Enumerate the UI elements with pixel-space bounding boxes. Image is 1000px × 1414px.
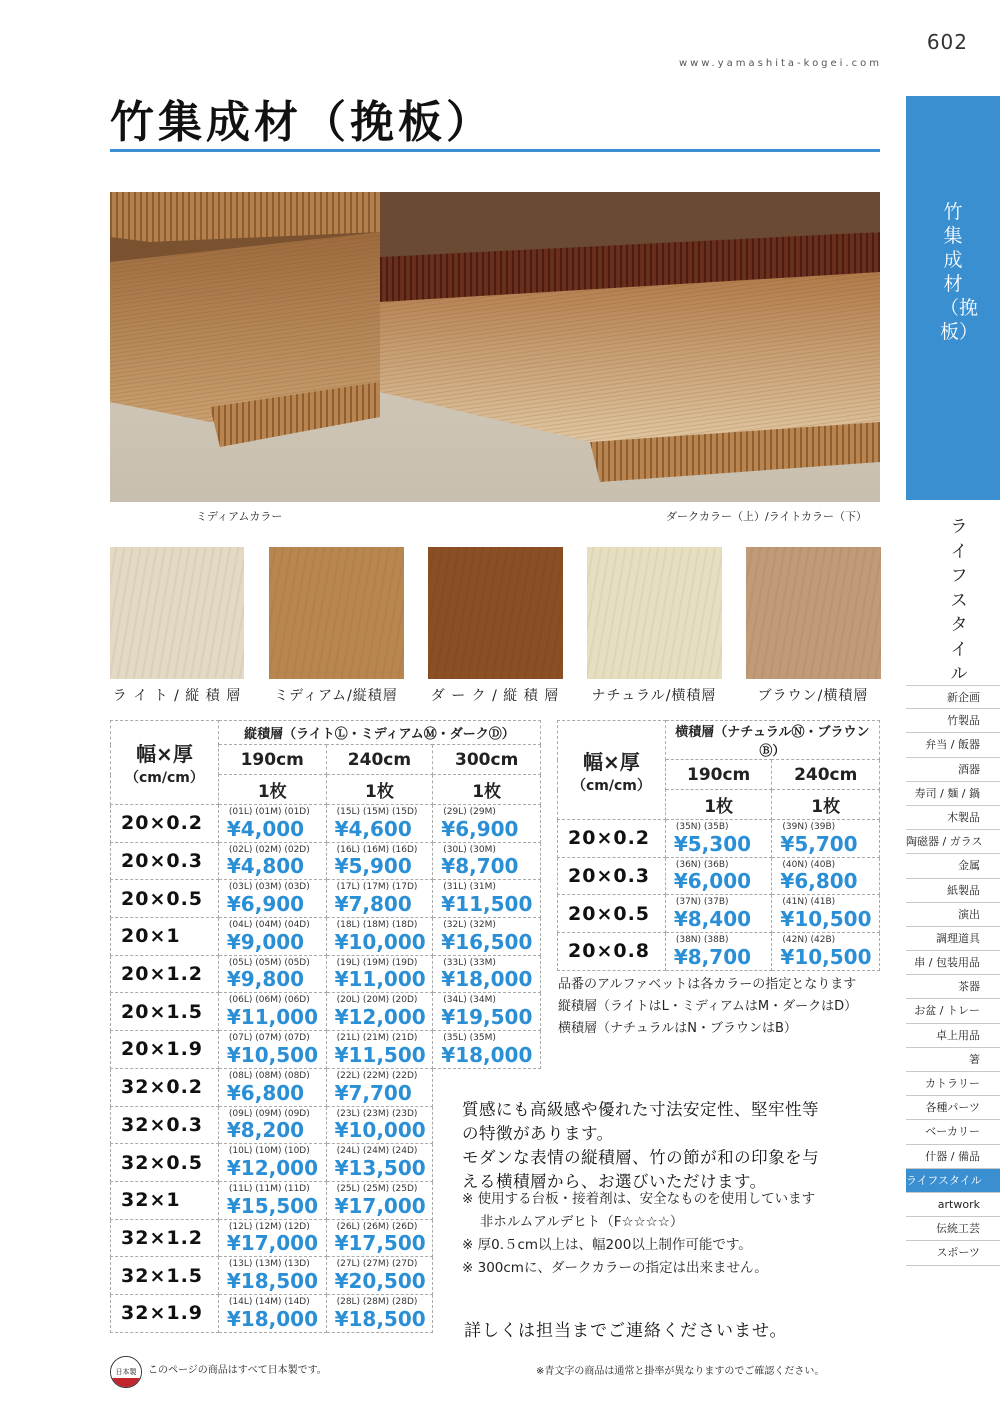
size-cell: 20×1 <box>111 918 219 956</box>
size-cell: 32×1.2 <box>111 1219 219 1257</box>
length-header: 190cm <box>665 760 772 790</box>
product-code: (26L) (26M) (26D) <box>336 1221 418 1232</box>
product-code: (05L) (05M) (05D) <box>228 957 310 968</box>
product-code: (38N) (38B) <box>675 935 729 946</box>
note-line: 品番のアルファベットは各カラーの指定となります <box>558 977 857 992</box>
product-code: (09L) (09M) (09D) <box>228 1108 310 1119</box>
price: ¥17,500 <box>334 1231 426 1256</box>
group-header: 縦積層（ライトⓁ・ミディアムⓂ・ダークⒹ） <box>218 721 540 745</box>
quantity-header: 1枚 <box>326 775 433 805</box>
size-cell: 20×1.5 <box>111 993 219 1031</box>
product-code: (06L) (06M) (06D) <box>228 995 310 1006</box>
size-cell: 20×0.3 <box>558 857 666 895</box>
color-swatch <box>587 547 722 679</box>
price-cell <box>772 820 880 858</box>
price: ¥6,900 <box>226 892 305 917</box>
nav-item[interactable]: ベーカリー <box>906 1120 1000 1144</box>
price: ¥8,400 <box>673 907 752 932</box>
photo-caption-right: ダークカラー（上）/ライトカラー（下） <box>666 510 868 523</box>
price: ¥4,000 <box>226 816 305 841</box>
product-code: (02L) (02M) (02D) <box>228 844 310 855</box>
price: ¥6,800 <box>226 1080 305 1105</box>
nav-item[interactable]: お盆 / トレー <box>906 999 1000 1023</box>
price: ¥10,500 <box>226 1042 318 1067</box>
product-code: (10L) (10M) (10D) <box>228 1146 310 1157</box>
price-cell <box>326 918 433 956</box>
price: ¥6,000 <box>673 869 752 894</box>
product-code: (33L) (33M) <box>443 957 496 968</box>
table-row <box>111 993 541 1031</box>
price-cell <box>326 1257 433 1295</box>
product-code: (11L) (11M) (11D) <box>228 1183 310 1194</box>
product-code: (08L) (08M) (08D) <box>228 1070 310 1081</box>
product-code: (21L) (21M) (21D) <box>336 1033 418 1044</box>
price-cell <box>326 1294 433 1332</box>
price-cell <box>772 933 880 971</box>
nav-item[interactable]: 各種パーツ <box>906 1096 1000 1120</box>
price: ¥11,500 <box>441 892 533 917</box>
product-code: (25L) (25M) (25D) <box>336 1183 418 1194</box>
price-cell <box>218 1219 326 1257</box>
page-title: 竹集成材（挽板） <box>110 97 494 148</box>
price-cell <box>326 1144 433 1182</box>
swatch-label: ブラウン/横積層 <box>757 688 869 704</box>
product-code: (18L) (18M) (18D) <box>336 920 418 931</box>
product-code: (15L) (15M) (15D) <box>336 807 418 817</box>
nav-item[interactable]: 演出 <box>906 903 1000 927</box>
price: ¥9,800 <box>226 967 305 992</box>
product-code: (42N) (42B) <box>782 935 836 946</box>
price: ¥18,500 <box>334 1306 426 1331</box>
nav-item[interactable]: 寿司 / 麺 / 鍋 <box>906 782 1000 806</box>
page-number: 602 <box>926 30 968 54</box>
size-cell: 20×1.9 <box>111 1031 219 1069</box>
size-cell: 32×1.5 <box>111 1257 219 1295</box>
price: ¥5,900 <box>334 854 412 879</box>
product-code: (29L) (29M) <box>443 807 496 817</box>
price-cell <box>218 1031 326 1069</box>
size-cell: 32×0.3 <box>111 1106 219 1144</box>
product-code: (35N) (35B) <box>675 822 729 832</box>
product-code: (27L) (27M) (27D) <box>336 1259 418 1270</box>
price-cell <box>665 895 772 933</box>
product-code: (04L) (04M) (04D) <box>228 920 310 931</box>
price: ¥9,000 <box>226 929 305 954</box>
product-description <box>462 1098 819 1194</box>
table-row <box>111 880 541 918</box>
table-row <box>111 918 541 956</box>
price-cell <box>326 1219 433 1257</box>
price-cell <box>326 955 433 993</box>
price: ¥11,000 <box>226 1005 318 1030</box>
price-cell <box>218 1257 326 1295</box>
group-header: 横積層（ナチュラルⓃ・ブラウンⒷ） <box>665 721 879 760</box>
product-code: (24L) (24M) (24D) <box>336 1146 418 1157</box>
section-tab-label: 竹集成材（挽板） <box>940 201 979 343</box>
price-cell <box>433 918 541 956</box>
description-line: 質感にも高級感や優れた寸法安定性、堅牢性等 <box>462 1100 819 1119</box>
price: ¥10,500 <box>780 944 872 969</box>
product-code: (16L) (16M) (16D) <box>336 844 418 855</box>
price: ¥10,000 <box>334 929 426 954</box>
price: ¥15,500 <box>226 1193 318 1218</box>
swatch-label: ミディアム/縦積層 <box>274 688 398 704</box>
swatch-label: ダ ー ク / 縦 積 層 <box>430 688 560 704</box>
size-cell: 20×0.2 <box>558 820 666 858</box>
price: ¥6,800 <box>780 869 858 894</box>
price: ¥6,900 <box>441 816 519 841</box>
nav-item[interactable]: 陶磁器 / ガラス <box>906 830 1000 854</box>
nav-item[interactable]: 卓上用品 <box>906 1024 1000 1048</box>
price-cell <box>326 993 433 1031</box>
unit-label: （cm/cm） <box>571 777 651 794</box>
nav-item[interactable]: 金属 <box>906 854 1000 878</box>
quantity-header: 1枚 <box>433 775 541 805</box>
product-code: (07L) (07M) (07D) <box>228 1033 310 1044</box>
table-row <box>111 842 541 880</box>
product-code: (13L) (13M) (13D) <box>228 1259 310 1270</box>
table-row <box>558 895 880 933</box>
price: ¥8,700 <box>673 944 752 969</box>
price: ¥18,000 <box>441 967 533 992</box>
size-cell: 20×0.5 <box>558 895 666 933</box>
length-header: 240cm <box>772 760 880 790</box>
table-row <box>111 1031 541 1069</box>
photo-caption-left: ミディアムカラー <box>196 510 283 523</box>
price-cell <box>218 1181 326 1219</box>
price-cell <box>772 857 880 895</box>
size-cell: 32×1 <box>111 1181 219 1219</box>
price: ¥8,200 <box>226 1118 305 1143</box>
table-row <box>111 805 541 843</box>
price: ¥10,000 <box>334 1118 426 1143</box>
unit-label: （cm/cm） <box>125 770 204 786</box>
swatch-label: ラ イ ト / 縦 積 層 <box>112 688 242 704</box>
badge-text: 日本製 <box>111 1367 141 1378</box>
price-cell <box>326 842 433 880</box>
product-code: (40N) (40B) <box>782 859 836 870</box>
nav-item[interactable]: 箸 <box>906 1048 1000 1072</box>
bamboo-board-photo <box>110 192 880 502</box>
product-code: (12L) (12M) (12D) <box>228 1221 310 1232</box>
size-cell: 32×0.2 <box>111 1068 219 1106</box>
site-url[interactable]: www.yamashita-kogei.com <box>678 58 882 69</box>
price: ¥4,800 <box>226 854 305 879</box>
quantity-header: 1枚 <box>665 790 772 820</box>
size-cell: 20×0.3 <box>111 842 219 880</box>
product-code: (32L) (32M) <box>443 920 496 931</box>
category-nav <box>906 685 1000 1266</box>
price-cell <box>218 880 326 918</box>
price-cell <box>326 1181 433 1219</box>
nav-item[interactable]: ライフスタイル <box>906 1169 1000 1193</box>
color-swatch <box>746 547 881 679</box>
table-row <box>558 820 880 858</box>
price-cell <box>665 820 772 858</box>
price-cell <box>433 993 541 1031</box>
footer-made-in-japan: このページの商品はすべて日本製です。 <box>148 1365 327 1376</box>
product-code: (35L) (35M) <box>443 1033 496 1044</box>
product-code: (19L) (19M) (19D) <box>336 957 418 968</box>
price-cell <box>218 955 326 993</box>
price-cell <box>326 1031 433 1069</box>
table-row <box>558 933 880 971</box>
nav-item[interactable]: 紙製品 <box>906 879 1000 903</box>
price-cell <box>326 805 433 843</box>
product-code: (03L) (03M) (03D) <box>228 882 310 893</box>
length-header: 300cm <box>433 745 541 775</box>
price-cell <box>433 955 541 993</box>
price: ¥11,500 <box>334 1042 426 1067</box>
price-cell <box>218 1068 326 1106</box>
category-label: ライフスタイル <box>950 517 968 684</box>
table-corner-header <box>111 721 219 805</box>
price-cell <box>433 880 541 918</box>
table-corner-header <box>558 721 666 820</box>
description-line: える横積層から、お選びいただけます。 <box>462 1172 767 1191</box>
product-code: (34L) (34M) <box>443 995 496 1006</box>
table-row <box>111 955 541 993</box>
price: ¥7,700 <box>334 1080 412 1105</box>
remark-line: ※ 厚0.５cm以上は、幅200以上制作可能です。 <box>462 1237 752 1253</box>
nav-item[interactable]: 伝統工芸 <box>906 1217 1000 1241</box>
price: ¥17,000 <box>226 1231 318 1256</box>
nav-item[interactable]: 調理道具 <box>906 927 1000 951</box>
size-cell: 20×0.8 <box>558 933 666 971</box>
width-thickness-label: 幅×厚 <box>583 749 640 774</box>
remark-line: 非ホルムアルデヒト（F☆☆☆☆） <box>462 1214 684 1230</box>
nav-item[interactable]: 酒器 <box>906 758 1000 782</box>
nav-item[interactable]: 竹製品 <box>906 709 1000 733</box>
price: ¥5,700 <box>780 831 858 856</box>
product-code: (28L) (28M) (28D) <box>336 1296 418 1307</box>
price: ¥12,000 <box>334 1005 426 1030</box>
price-cell <box>326 880 433 918</box>
price-cell <box>326 1106 433 1144</box>
color-swatch <box>269 547 404 679</box>
price: ¥8,700 <box>441 854 519 879</box>
price-cell <box>772 895 880 933</box>
swatch-label: ナチュラル/横積層 <box>591 688 717 704</box>
price-cell <box>218 1144 326 1182</box>
quantity-header: 1枚 <box>772 790 880 820</box>
price-cell <box>218 918 326 956</box>
nav-item[interactable]: 新企画 <box>906 685 1000 709</box>
remark-line: ※ 300cmに、ダークカラーの指定は出来ません。 <box>462 1260 768 1276</box>
nav-item[interactable]: 串 / 包装用品 <box>906 951 1000 975</box>
nav-item[interactable]: artwork <box>906 1193 1000 1217</box>
nav-item[interactable]: 木製品 <box>906 806 1000 830</box>
size-cell: 32×0.5 <box>111 1144 219 1182</box>
nav-item[interactable]: 什器 / 備品 <box>906 1145 1000 1169</box>
product-code: (23L) (23M) (23D) <box>336 1108 418 1119</box>
color-swatch <box>110 547 244 679</box>
price: ¥7,800 <box>334 892 412 917</box>
product-code: (39N) (39B) <box>782 822 836 832</box>
price-cell <box>218 1106 326 1144</box>
product-code: (36N) (36B) <box>675 859 729 870</box>
price: ¥18,000 <box>226 1306 318 1331</box>
price-cell <box>218 842 326 880</box>
nav-item[interactable]: カトラリー <box>906 1072 1000 1096</box>
price-cell <box>218 1294 326 1332</box>
table-row <box>558 857 880 895</box>
description-line: モダンな表情の縦積層、竹の節が和の印象を与 <box>462 1148 820 1167</box>
price: ¥10,500 <box>780 907 872 932</box>
price-cell <box>433 805 541 843</box>
quantity-header: 1枚 <box>218 775 326 805</box>
product-code: (22L) (22M) (22D) <box>336 1070 418 1081</box>
price: ¥4,600 <box>334 816 412 841</box>
contact-note: 詳しくは担当までご連絡くださいませ。 <box>464 1321 788 1341</box>
price: ¥16,500 <box>441 929 533 954</box>
product-photo <box>110 192 880 502</box>
remarks <box>462 1188 815 1280</box>
price: ¥18,000 <box>441 1042 533 1067</box>
product-code: (14L) (14M) (14D) <box>228 1296 310 1307</box>
product-code: (20L) (20M) (20D) <box>336 995 418 1006</box>
price-cell <box>433 1031 541 1069</box>
price-table-horizontal <box>557 720 880 971</box>
color-swatch <box>428 547 563 679</box>
title-underline <box>110 149 880 152</box>
product-code: (41N) (41B) <box>782 897 836 908</box>
description-line: の特徴があります。 <box>462 1124 614 1143</box>
width-thickness-label: 幅×厚 <box>136 742 193 766</box>
remark-line: ※ 使用する台板・接着剤は、安全なものを使用しています <box>462 1191 816 1207</box>
nav-item[interactable]: 弁当 / 飯器 <box>906 733 1000 757</box>
footer-price-note: ※青文字の商品は通常と掛率が異なりますのでご確認ください。 <box>536 1366 825 1377</box>
product-code: (31L) (31M) <box>443 882 496 893</box>
note-line: 縦積層（ライトはL・ミディアムはM・ダークはD） <box>558 999 858 1014</box>
price-cell <box>433 842 541 880</box>
size-cell: 20×0.5 <box>111 880 219 918</box>
price-cell <box>326 1068 433 1106</box>
product-code: (37N) (37B) <box>675 897 729 908</box>
product-code: (17L) (17M) (17D) <box>336 882 418 893</box>
price: ¥11,000 <box>334 967 426 992</box>
length-header: 190cm <box>218 745 326 775</box>
price: ¥13,500 <box>334 1155 426 1180</box>
product-code: (30L) (30M) <box>443 844 496 855</box>
price-cell <box>218 805 326 843</box>
nav-item[interactable]: スポーツ <box>906 1241 1000 1265</box>
nav-item[interactable]: 茶器 <box>906 975 1000 999</box>
price: ¥12,000 <box>226 1155 318 1180</box>
size-cell: 32×1.9 <box>111 1294 219 1332</box>
price: ¥20,500 <box>334 1268 426 1293</box>
price-cell <box>665 857 772 895</box>
product-code: (01L) (01M) (01D) <box>228 807 310 817</box>
size-cell: 20×0.2 <box>111 805 219 843</box>
price: ¥5,300 <box>673 831 752 856</box>
length-header: 240cm <box>326 745 433 775</box>
note-line: 横積層（ナチュラルはN・ブラウンはB） <box>558 1021 797 1036</box>
price: ¥17,000 <box>334 1193 426 1218</box>
code-notes <box>558 974 857 1040</box>
made-in-japan-badge <box>110 1356 142 1388</box>
price: ¥18,500 <box>226 1268 318 1293</box>
size-cell: 20×1.2 <box>111 955 219 993</box>
price: ¥19,500 <box>441 1005 533 1030</box>
color-swatches <box>110 547 880 707</box>
price-cell <box>665 933 772 971</box>
price-cell <box>218 993 326 1031</box>
